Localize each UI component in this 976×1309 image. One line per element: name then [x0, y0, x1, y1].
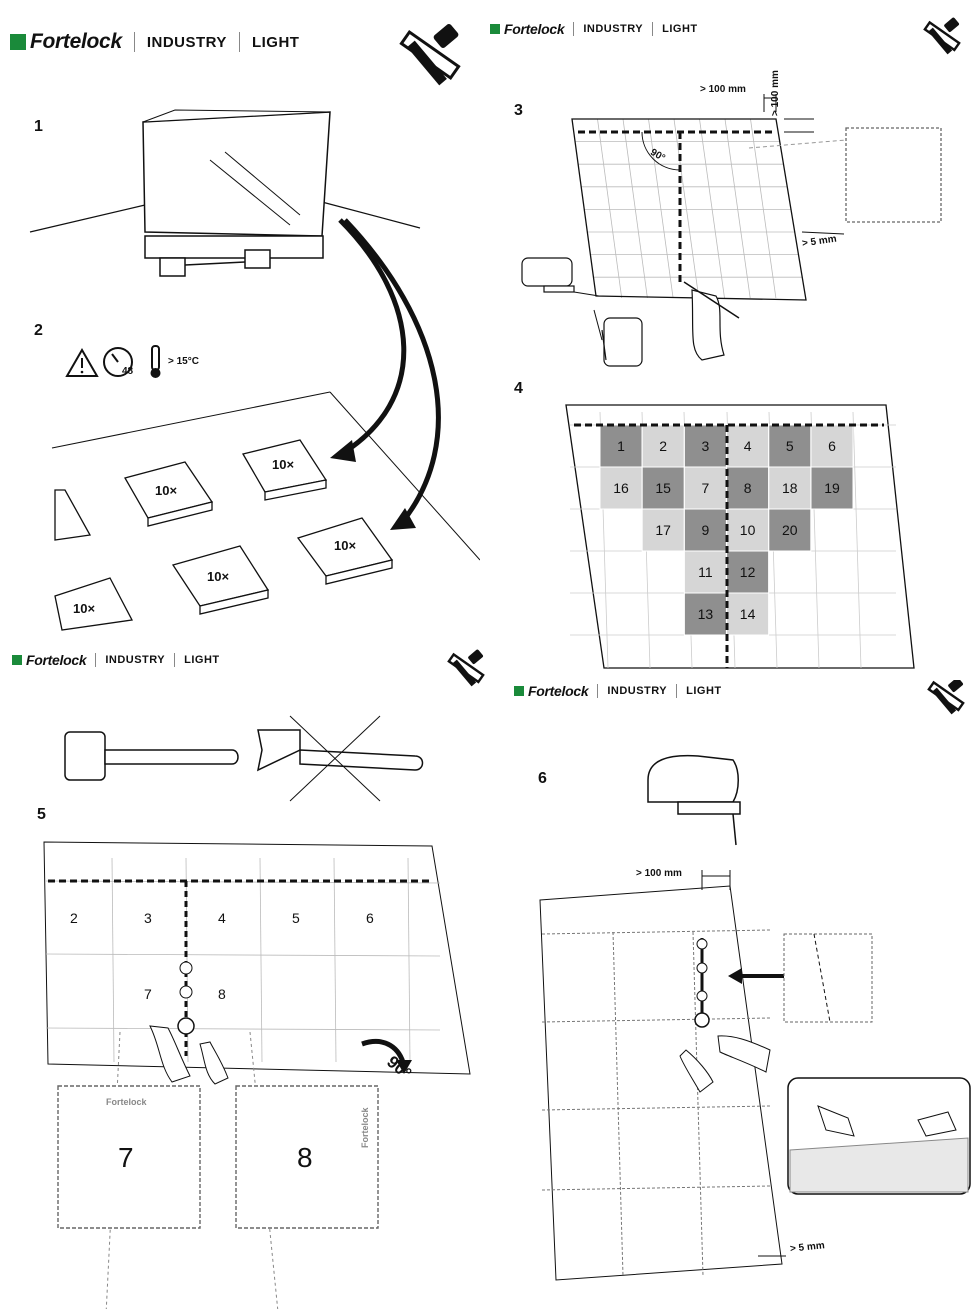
- tools-icon: [449, 649, 484, 687]
- thermometer-icon: [151, 346, 161, 378]
- floor-tile-number: 6: [366, 910, 374, 926]
- box-count-1: 10×: [155, 483, 178, 498]
- panel-steps-3-4: [484, 0, 976, 680]
- install-cell-number: 6: [828, 438, 836, 454]
- install-cell-number: 2: [659, 438, 668, 454]
- install-cell-number: 20: [782, 522, 798, 538]
- install-cell-number: 14: [739, 606, 756, 622]
- install-cell-number: 7: [701, 480, 710, 496]
- dim-top-100mm: > 100 mm: [636, 868, 682, 879]
- rotation-90: 90°: [383, 1052, 416, 1084]
- detail-tile-number-right: 8: [297, 1142, 313, 1173]
- install-cell-number: 4: [743, 438, 752, 454]
- box-count-2: 10×: [272, 457, 295, 472]
- detail-tile-brand-left: Fortelock: [106, 1097, 147, 1107]
- step-number-5: 5: [37, 806, 46, 823]
- install-cell-number: 18: [782, 480, 798, 496]
- step-number-3: 3: [514, 102, 523, 119]
- detail-tile-brand-right: Fortelock: [360, 1107, 370, 1148]
- gap-5mm: > 5 mm: [801, 233, 838, 250]
- panel-steps-1-2: [0, 0, 480, 640]
- box-count-5: 10×: [73, 601, 96, 616]
- tools-icon: [929, 680, 964, 714]
- brand-header: Fortelock INDUSTRY LIGHT: [12, 652, 220, 668]
- tools-icon: [401, 23, 459, 86]
- install-cell-number: 19: [824, 480, 840, 496]
- jigsaw-icon: [648, 756, 740, 845]
- brand-header: Fortelock INDUSTRY LIGHT: [490, 21, 698, 37]
- brand-tag-industry: INDUSTRY: [146, 33, 227, 51]
- min-temperature: > 15°C: [168, 356, 199, 367]
- floor-tile-number: 2: [70, 910, 78, 926]
- warning-icon: [67, 350, 97, 376]
- step1-2-illustration: [0, 0, 480, 640]
- install-cell-number: 13: [697, 606, 714, 622]
- rubber-mallet-icon: [65, 732, 238, 780]
- angle-90: 90°: [648, 146, 667, 165]
- brand-name: Fortelock: [30, 30, 122, 53]
- dim-top-100mm: > 100 mm: [700, 84, 746, 95]
- detail-tile-number-left: 7: [118, 1142, 134, 1173]
- step6-illustration: [508, 680, 976, 1309]
- step-number-4: 4: [514, 380, 523, 397]
- step-number-2: 2: [34, 322, 43, 339]
- jigsaw-icon: [522, 258, 642, 366]
- floor-tile-number: 5: [292, 910, 300, 926]
- panel-step-5: [0, 646, 500, 1309]
- install-cell-number: 17: [655, 522, 671, 538]
- box-count-3: 10×: [207, 569, 230, 584]
- install-cell-number: 9: [701, 522, 710, 538]
- floor-tile-number: 8: [218, 986, 226, 1002]
- box-count-4: 10×: [334, 538, 357, 553]
- brand-tag-light: LIGHT: [251, 33, 300, 51]
- floor-tile-number: 7: [144, 986, 152, 1002]
- floor-tile-number: 3: [144, 910, 152, 926]
- step-number-6: 6: [538, 770, 547, 787]
- tools-icon: [925, 17, 960, 55]
- install-cell-number: 15: [655, 480, 671, 496]
- floor-tile-number: 4: [218, 910, 226, 926]
- panel-step-6: [508, 680, 976, 1309]
- install-cell-number: 1: [617, 438, 625, 454]
- install-cell-number: 16: [613, 480, 629, 496]
- install-cell-number: 8: [743, 480, 752, 496]
- install-cell-number: 11: [698, 564, 713, 580]
- cure-hours: 48: [122, 366, 134, 377]
- dim-side-100mm: > 100 mm: [770, 70, 781, 116]
- brand-header: Fortelock INDUSTRY LIGHT: [514, 683, 722, 699]
- gap-5mm: > 5 mm: [789, 1240, 826, 1255]
- step-number-1: 1: [34, 118, 43, 135]
- install-cell-number: 12: [739, 564, 756, 580]
- install-cell-number: 10: [739, 522, 756, 538]
- step5-illustration: [0, 646, 500, 1309]
- install-cell-number: 5: [785, 438, 794, 454]
- install-cell-number: 3: [701, 438, 710, 454]
